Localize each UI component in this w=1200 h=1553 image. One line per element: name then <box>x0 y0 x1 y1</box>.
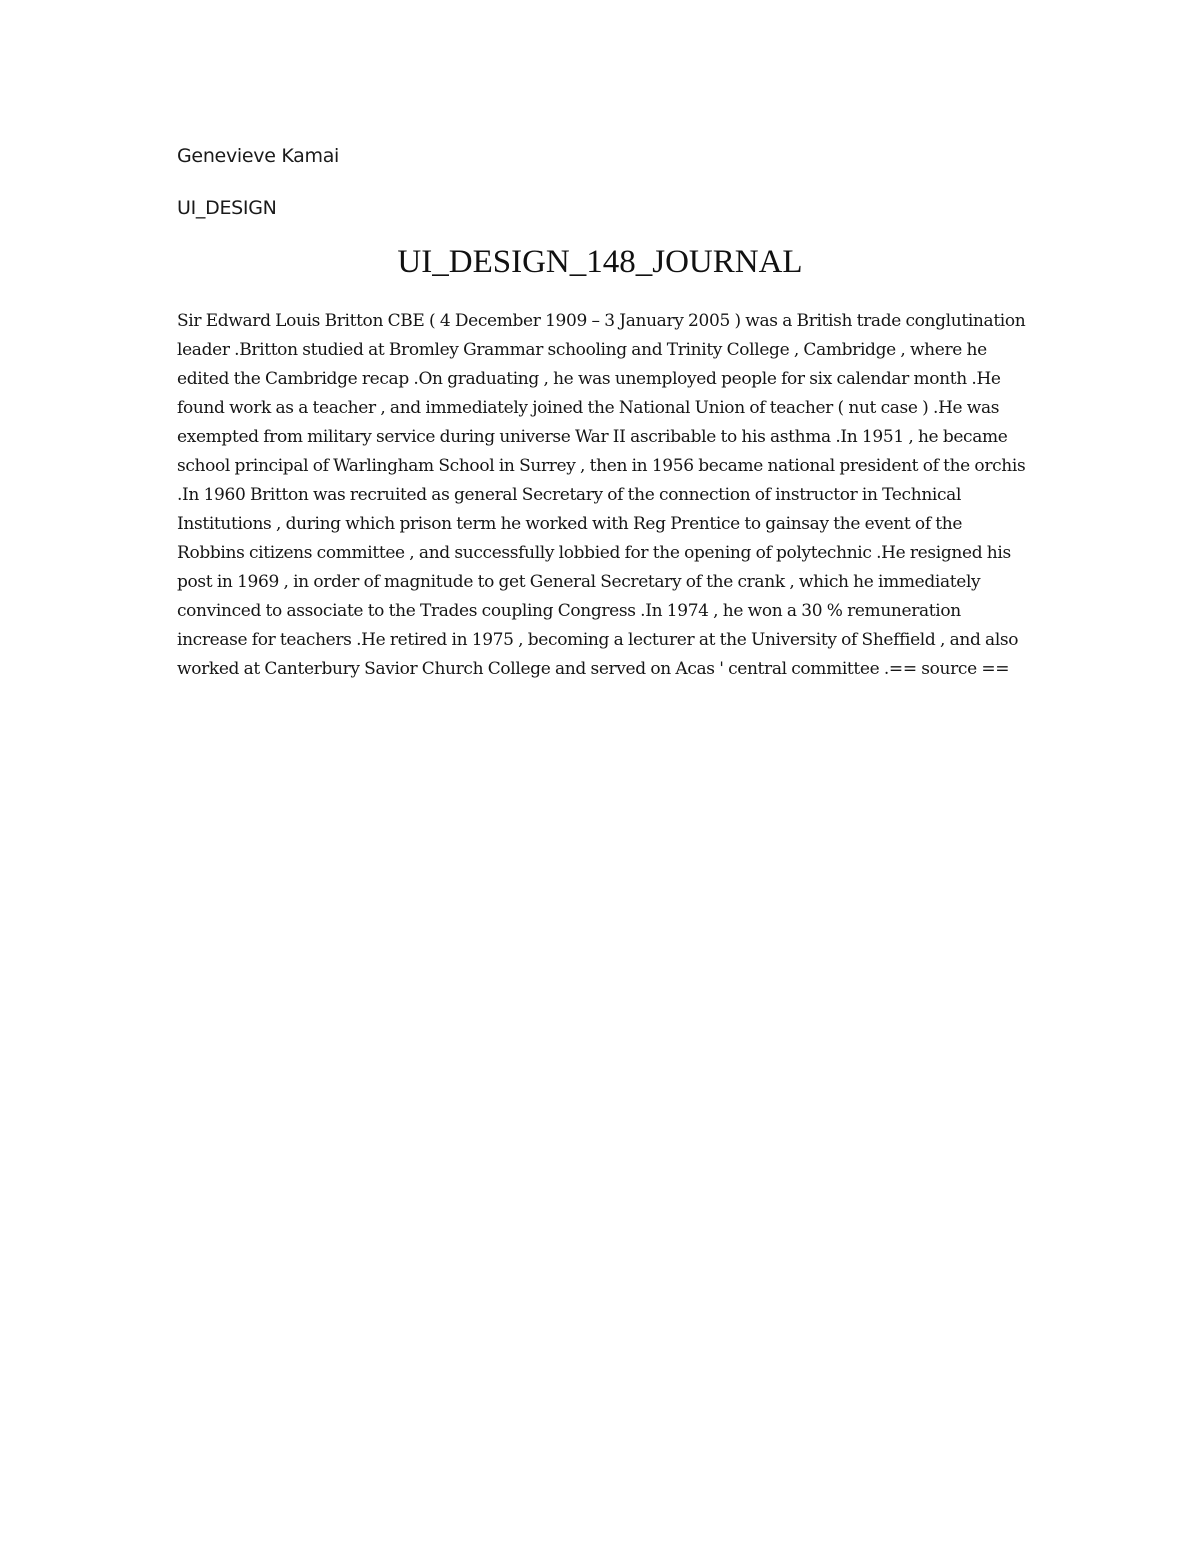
author-name: Genevieve Kamai <box>177 145 340 167</box>
body-paragraph: Sir Edward Louis Britton CBE ( 4 December 1909 – 3 January 2005 ) was a British trade conglutination leader .Britton studied at Bromley Grammar schooling and Trinity College , Cambridge , where he edited the Cambridge recap .On graduating , he was unemployed people for six calendar month .He found work as a teacher , and immediately joined the National Union of teacher ( nut case ) .He was exempted from military service during universe War II ascribable to his asthma .In 1951 , he became school principal of Warlingham School in Surrey , then in 1956 became national president of the orchis .In 1960 Britton was recruited as general Secretary of the connection of instructor in Technical Institutions , during which prison term he worked with Reg Prentice to gainsay the event of the Robbins citizens committee , and successfully lobbied for the opening of polytechnic .He resigned his post in 1969 , in order of magnitude to get General Secretary of the crank , which he immediately convinced to associate to the Trades coupling Congress .In 1974 , he won a 30 % remuneration increase for teachers .He retired in 1975 , becoming a lecturer at the University of Sheffield , and also worked at Canterbury Savior Church College and served on Acas ' central committee .== source == <box>177 311 1026 679</box>
course-name: UI_DESIGN <box>177 197 277 219</box>
document-title: UI_DESIGN_148_JOURNAL <box>397 244 803 280</box>
